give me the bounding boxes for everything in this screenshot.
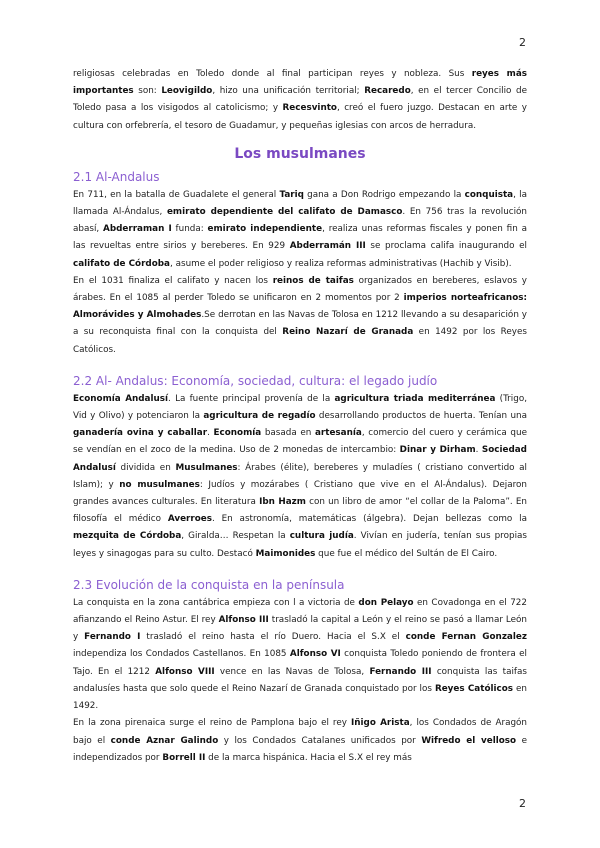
intro-paragraph: religiosas celebradas en Toledo donde al final participan reyes y nobleza. Sus reyes más importantes son: Leovigildo, hizo una unificación territorial; Recaredo, en el tercer Concilio de Toledo pasa a los visigodos al catolicismo; y Recesvinto, creó el fuero juzgo. Destacan en arte y cultura con orfebrería, el tesoro de Guadamur, y pequeñas iglesias con arcos de herradura. [73,69,527,131]
section-title: Los musulmanes [234,145,366,162]
page-number-bottom: 2 [519,797,526,810]
heading-al-andalus: 2.1 Al-Andalus [73,169,160,184]
heading-evolucion-conquista: 2.3 Evolución de la conquista en la península [73,577,345,592]
al-andalus-paragraph-2: En el 1031 finaliza el califato y nacen los reinos de taifas organizados en bereberes, eslavos y árabes. En el 1085 al perder Toledo se unificaron en 2 momentos por 2 imperios norteafricanos: Almorávides y Almohades.Se derrotan en las Navas de Tolosa en 1212 llevando a su desaparición y a su reconquista final con la conquista del Reino Nazarí de Granada en 1492 por los Reyes Católicos. [73,275,528,355]
conquista-paragraph-1: La conquista en la zona cantábrica empieza con l a victoria de don Pelayo en Covadonga en el 722 afianzando el Reino Astur. El rey Alfonso III trasladó la capital a León y el reino se pasó a llamar León y Fernando I trasladó el reino hasta el río Duero. Hacia el S.X el conde Fernan Gonzalez independiza los Condados Castellanos. En 1085 Alfonso VI conquista Toledo poniendo de frontera el Tajo. En el 1212 Alfonso VIII vence en las Navas de Tolosa, Fernando III conquista las taifas andalusíes hasta que solo quede el Reino Nazarí de Granada conquistado por los Reyes Católicos en 1492. [73,597,528,712]
heading-economia: 2.2 Al- Andalus: Economía, sociedad, cultura: el legado judío [73,373,438,388]
economia-paragraph: Economía Andalusí. La fuente principal provenía de la agricultura triada mediterránea (Trigo, Vid y Olivo) y potenciaron la agricultura de regadío desarrollando productos de huerta. Tenían una ganadería ovina y caballar. Economía basada en artesanía, comercio del cuero y cerámica que se vendían en el zoco de la medina. Uso de 2 monedas de intercambio: Dinar y Dirham. Sociedad Andalusí dividida en Musulmanes: Árabes (élite), bereberes y muladíes ( cristiano convertido al Islam); y no musulmanes: Judíos y mozárabes ( Cristiano que vive en el Al-Ándalus). Dejaron grandes avances culturales. En literatura Ibn Hazm con un libro de amor “el collar de la Paloma”. En filosofía el médico Averroes. En astronomía, matemáticas (álgebra). Dejan bellezas como la mezquita de Córdoba, Giralda… Respetan la cultura judía. Vivían en judería, tenían sus propias leyes y sinagogas para su culto. Destacó Maimonides que fue el médico del Sultán de El Cairo. [73,393,528,559]
document-body [73,66,527,767]
al-andalus-paragraph-1: En 711, en la batalla de Guadalete el general Tariq gana a Don Rodrigo empezando la conquista, la llamada Al-Ándalus, emirato dependiente del califato de Damasco. En 756 tras la revolución abasí, Abderraman I funda: emirato independiente, realiza unas reformas fiscales y ponen fin a las revueltas entre sirios y bereberes. En 929 Abderramán III se proclama califa inaugurando el califato de Córdoba, asume el poder religioso y realiza reformas administrativas (Hachib y Visib). [73,189,528,269]
conquista-paragraph-2: En la zona pirenaica surge el reino de Pamplona bajo el rey Iñigo Arista, los Condados de Aragón bajo el conde Aznar Galindo y los Condados Catalanes unificados por Wifredo el velloso e independizados por Borrell II de la marca hispánica. Hacia el S.X el rey más [73,718,528,763]
page-number-top: 2 [519,36,526,49]
